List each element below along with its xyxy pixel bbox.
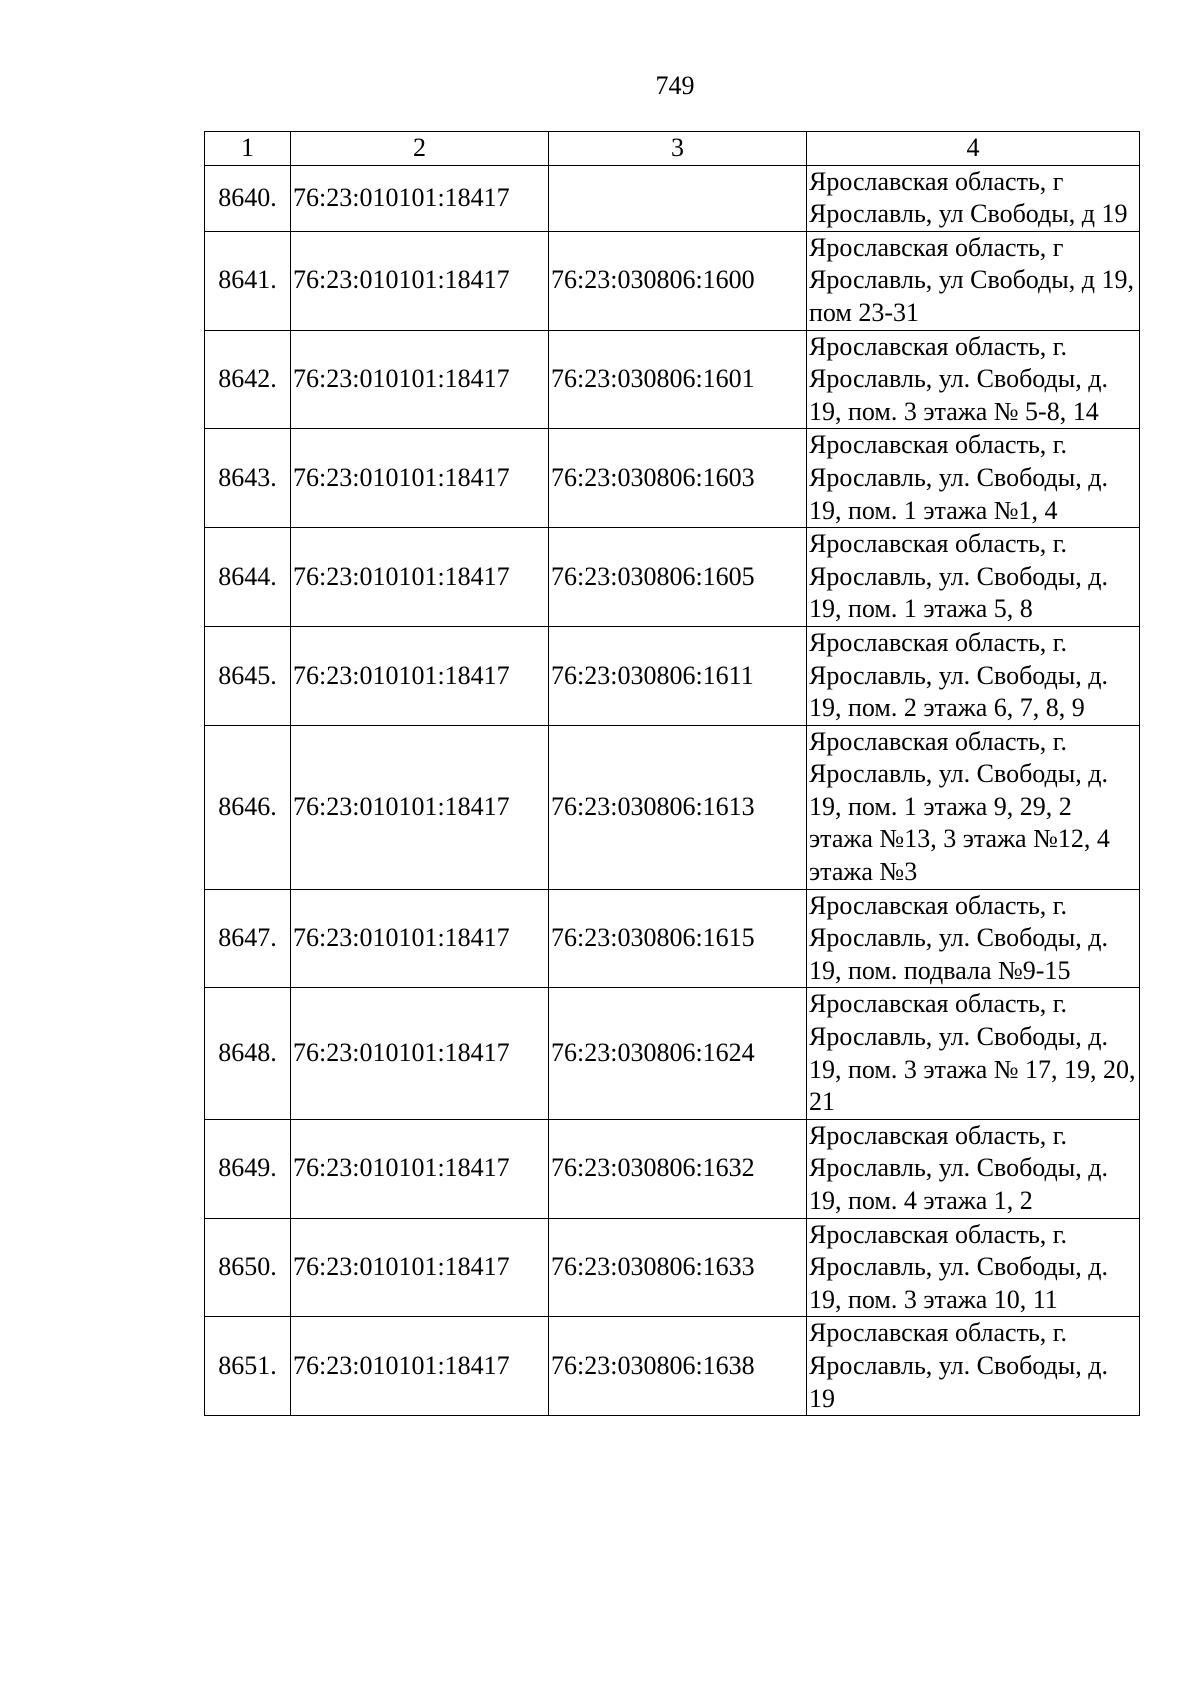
row-number: 8646. xyxy=(205,725,291,889)
parent-cadastral-number: 76:23:010101:18417 xyxy=(291,1317,549,1416)
table-row xyxy=(205,626,1140,725)
table-row xyxy=(205,1317,1140,1416)
address: Ярославская область, г Ярославль, ул Свободы, д 19 xyxy=(807,165,1140,231)
row-number: 8648. xyxy=(205,988,291,1119)
parent-cadastral-number: 76:23:010101:18417 xyxy=(291,725,549,889)
row-number: 8649. xyxy=(205,1119,291,1218)
table-header-row xyxy=(205,132,1140,166)
row-number: 8647. xyxy=(205,889,291,988)
unit-cadastral-number: 76:23:030806:1638 xyxy=(549,1317,807,1416)
row-number: 8650. xyxy=(205,1218,291,1317)
unit-cadastral-number: 76:23:030806:1613 xyxy=(549,725,807,889)
address: Ярославская область, г Ярославль, ул Свободы, д 19, пом 23-31 xyxy=(807,231,1140,330)
address: Ярославская область, г. Ярославль, ул. Свободы, д. 19, пом. 3 этажа 10, 11 xyxy=(807,1218,1140,1317)
unit-cadastral-number xyxy=(549,165,807,231)
unit-cadastral-number: 76:23:030806:1632 xyxy=(549,1119,807,1218)
parent-cadastral-number: 76:23:010101:18417 xyxy=(291,231,549,330)
parent-cadastral-number: 76:23:010101:18417 xyxy=(291,1119,549,1218)
column-header-1: 1 xyxy=(205,132,291,166)
parent-cadastral-number: 76:23:010101:18417 xyxy=(291,528,549,627)
parent-cadastral-number: 76:23:010101:18417 xyxy=(291,330,549,429)
address: Ярославская область, г. Ярославль, ул. Свободы, д. 19, пом. 2 этажа 6, 7, 8, 9 xyxy=(807,626,1140,725)
page-number: 749 xyxy=(655,71,695,100)
parent-cadastral-number: 76:23:010101:18417 xyxy=(291,626,549,725)
table-row xyxy=(205,330,1140,429)
address: Ярославская область, г. Ярославль, ул. Свободы, д. 19, пом. 1 этажа 5, 8 xyxy=(807,528,1140,627)
table-row xyxy=(205,1119,1140,1218)
table-row xyxy=(205,231,1140,330)
table-row xyxy=(205,725,1140,889)
unit-cadastral-number: 76:23:030806:1633 xyxy=(549,1218,807,1317)
unit-cadastral-number: 76:23:030806:1605 xyxy=(549,528,807,627)
table-row xyxy=(205,528,1140,627)
row-number: 8643. xyxy=(205,429,291,528)
address: Ярославская область, г. Ярославль, ул. Свободы, д. 19, пом. 3 этажа № 5-8, 14 xyxy=(807,330,1140,429)
column-header-4: 4 xyxy=(807,132,1140,166)
address: Ярославская область, г. Ярославль, ул. Свободы, д. 19 xyxy=(807,1317,1140,1416)
unit-cadastral-number: 76:23:030806:1615 xyxy=(549,889,807,988)
table-row xyxy=(205,429,1140,528)
unit-cadastral-number: 76:23:030806:1603 xyxy=(549,429,807,528)
address: Ярославская область, г. Ярославль, ул. Свободы, д. 19, пом. 3 этажа № 17, 19, 20, 21 xyxy=(807,988,1140,1119)
address: Ярославская область, г. Ярославль, ул. Свободы, д. 19, пом. 4 этажа 1, 2 xyxy=(807,1119,1140,1218)
table-row xyxy=(205,988,1140,1119)
address: Ярославская область, г. Ярославль, ул. Свободы, д. 19, пом. 1 этажа 9, 29, 2 этажа №13, 3 этажа №12, 4 этажа №3 xyxy=(807,725,1140,889)
column-header-2: 2 xyxy=(291,132,549,166)
table-row xyxy=(205,1218,1140,1317)
table-row xyxy=(205,165,1140,231)
parent-cadastral-number: 76:23:010101:18417 xyxy=(291,429,549,528)
row-number: 8645. xyxy=(205,626,291,725)
row-number: 8640. xyxy=(205,165,291,231)
registry-table xyxy=(204,131,1140,1416)
row-number: 8651. xyxy=(205,1317,291,1416)
table-row xyxy=(205,889,1140,988)
parent-cadastral-number: 76:23:010101:18417 xyxy=(291,1218,549,1317)
column-header-3: 3 xyxy=(549,132,807,166)
parent-cadastral-number: 76:23:010101:18417 xyxy=(291,988,549,1119)
row-number: 8641. xyxy=(205,231,291,330)
address: Ярославская область, г. Ярославль, ул. Свободы, д. 19, пом. подвала №9-15 xyxy=(807,889,1140,988)
row-number: 8642. xyxy=(205,330,291,429)
unit-cadastral-number: 76:23:030806:1601 xyxy=(549,330,807,429)
address: Ярославская область, г. Ярославль, ул. Свободы, д. 19, пом. 1 этажа №1, 4 xyxy=(807,429,1140,528)
unit-cadastral-number: 76:23:030806:1611 xyxy=(549,626,807,725)
parent-cadastral-number: 76:23:010101:18417 xyxy=(291,889,549,988)
row-number: 8644. xyxy=(205,528,291,627)
parent-cadastral-number: 76:23:010101:18417 xyxy=(291,165,549,231)
unit-cadastral-number: 76:23:030806:1624 xyxy=(549,988,807,1119)
unit-cadastral-number: 76:23:030806:1600 xyxy=(549,231,807,330)
